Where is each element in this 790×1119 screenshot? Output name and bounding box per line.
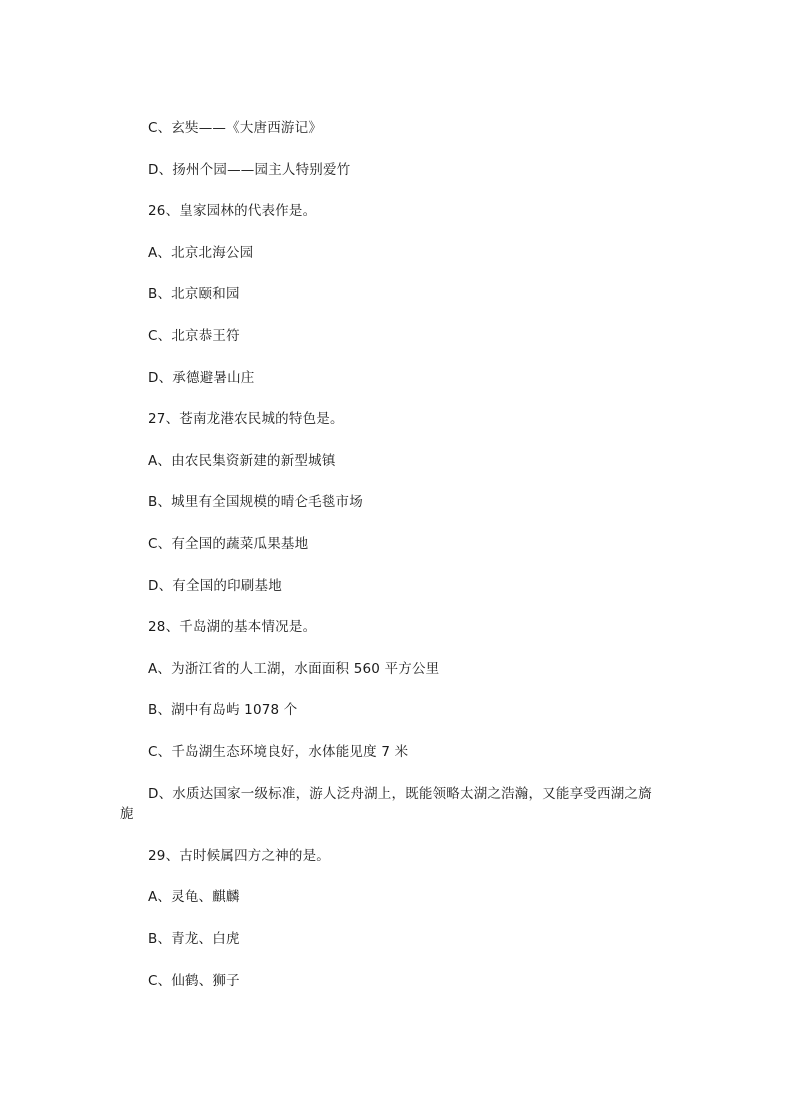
- option-b-q26: B、北京颐和园: [148, 286, 240, 302]
- option-d-q28: D、水质达国家一级标准，游人泛舟湖上，既能领略太湖之浩瀚，又能享受西湖之旖: [148, 786, 652, 802]
- option-c-q28: C、千岛湖生态环境良好，水体能见度 7 米: [148, 744, 409, 760]
- question-27: 27、苍南龙港农民城的特色是。: [148, 411, 344, 427]
- question-26: 26、皇家园林的代表作是。: [148, 203, 317, 219]
- question-28: 28、千岛湖的基本情况是。: [148, 619, 317, 635]
- option-d-q27: D、有全国的印刷基地: [148, 578, 282, 594]
- option-a-q29: A、灵龟、麒麟: [148, 889, 240, 905]
- option-a-q26: A、北京北海公园: [148, 245, 254, 261]
- question-29: 29、古时候属四方之神的是。: [148, 848, 330, 864]
- option-b-q29: B、青龙、白虎: [148, 931, 240, 947]
- option-a-q27: A、由农民集资新建的新型城镇: [148, 453, 336, 469]
- option-c-q29: C、仙鹤、狮子: [148, 973, 240, 989]
- option-c-q27: C、有全国的蔬菜瓜果基地: [148, 536, 309, 552]
- option-a-q28: A、为浙江省的人工湖，水面面积 560 平方公里: [148, 661, 440, 677]
- option-b-q27: B、城里有全国规模的晴仑毛毯市场: [148, 494, 363, 510]
- option-d-q26: D、承德避暑山庄: [148, 370, 255, 386]
- option-b-q28: B、湖中有岛屿 1078 个: [148, 702, 298, 718]
- option-c-q25: C、玄奘——《大唐西游记》: [148, 120, 323, 136]
- option-c-q26: C、北京恭王符: [148, 328, 240, 344]
- option-d-q28-continuation: 旎: [120, 806, 134, 822]
- option-d-q25: D、扬州个园——园主人特别爱竹: [148, 162, 351, 178]
